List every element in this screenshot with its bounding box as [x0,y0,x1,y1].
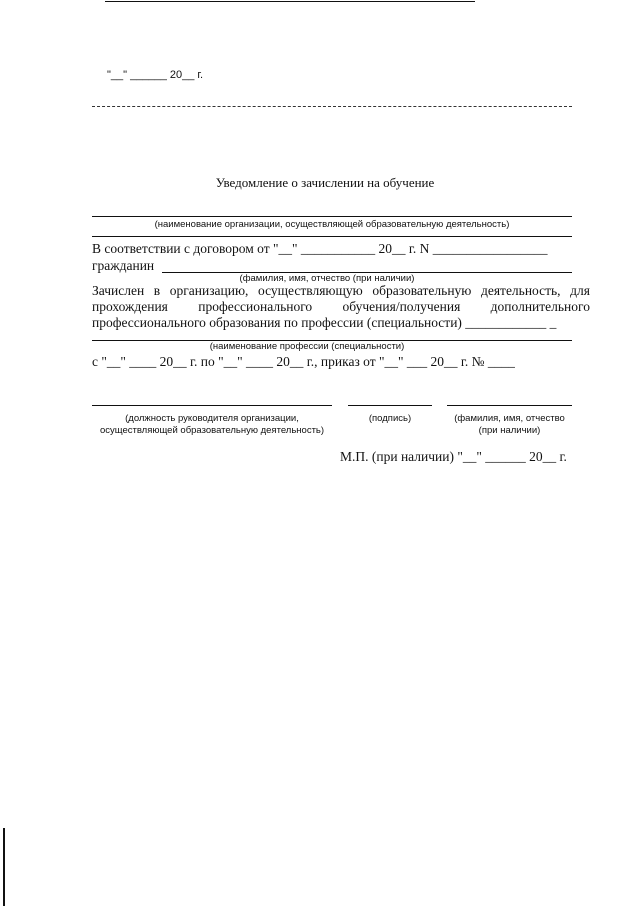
scan-edge-bar [3,828,5,906]
document-title: Уведомление о зачислении на обучение [215,175,435,190]
signature-line [348,405,432,406]
enroll-line-2 [92,299,590,315]
enroll-line-1 [92,283,590,299]
fio-sign-caption-line-2: (при наличии) [478,425,541,436]
stamp-line: М.П. (при наличии) "__" ______ 20__ г. [340,449,567,464]
word: для [570,283,590,298]
word: осуществляющую [258,283,363,298]
position-caption-line-1: (должность руководителя организации, [125,413,299,424]
word: Зачислен [92,283,145,298]
position-caption-line-2: осуществляющей образовательную деятельность) [99,425,325,436]
contract-line: В соответствии с договором от "__" ___________ 20__ г. N _________________ [92,241,548,256]
org-caption: (наименование организации, осуществляющей образовательную деятельность) [154,219,510,230]
fio-sign-caption-line-1: (фамилия, имя, отчество [454,413,565,424]
citizen-label: гражданин [92,258,155,273]
period-line: с "__" ____ 20__ г. по "__" ____ 20__ г., приказ от "__" ___ 20__ г. № ____ [92,354,515,369]
word: профессионального [198,299,313,314]
signature-caption: (подпись) [368,413,412,424]
word: в [153,283,161,298]
fio-sign-line [447,405,572,406]
enroll-line-3: профессионального образования по профессии (специальности) ____________ _ [92,315,557,330]
word: дополнительного [490,299,590,314]
org-name-line [92,216,572,217]
cut-line [92,106,572,107]
word: образовательную [372,283,472,298]
position-line [92,405,332,406]
fio-caption: (фамилия, имя, отчество (при наличии) [239,273,415,284]
top-date: "__" ______ 20__ г. [107,69,204,81]
fio-sign-caption [447,413,572,437]
word: деятельность, [480,283,561,298]
position-caption [92,413,332,437]
org-name-line-2 [92,236,572,237]
word: обучения/получения [342,299,461,314]
top-scan-line [105,1,475,2]
profession-caption: (наименование профессии (специальности) [209,341,405,352]
word: прохождения [92,299,168,314]
word: организацию, [169,283,249,298]
